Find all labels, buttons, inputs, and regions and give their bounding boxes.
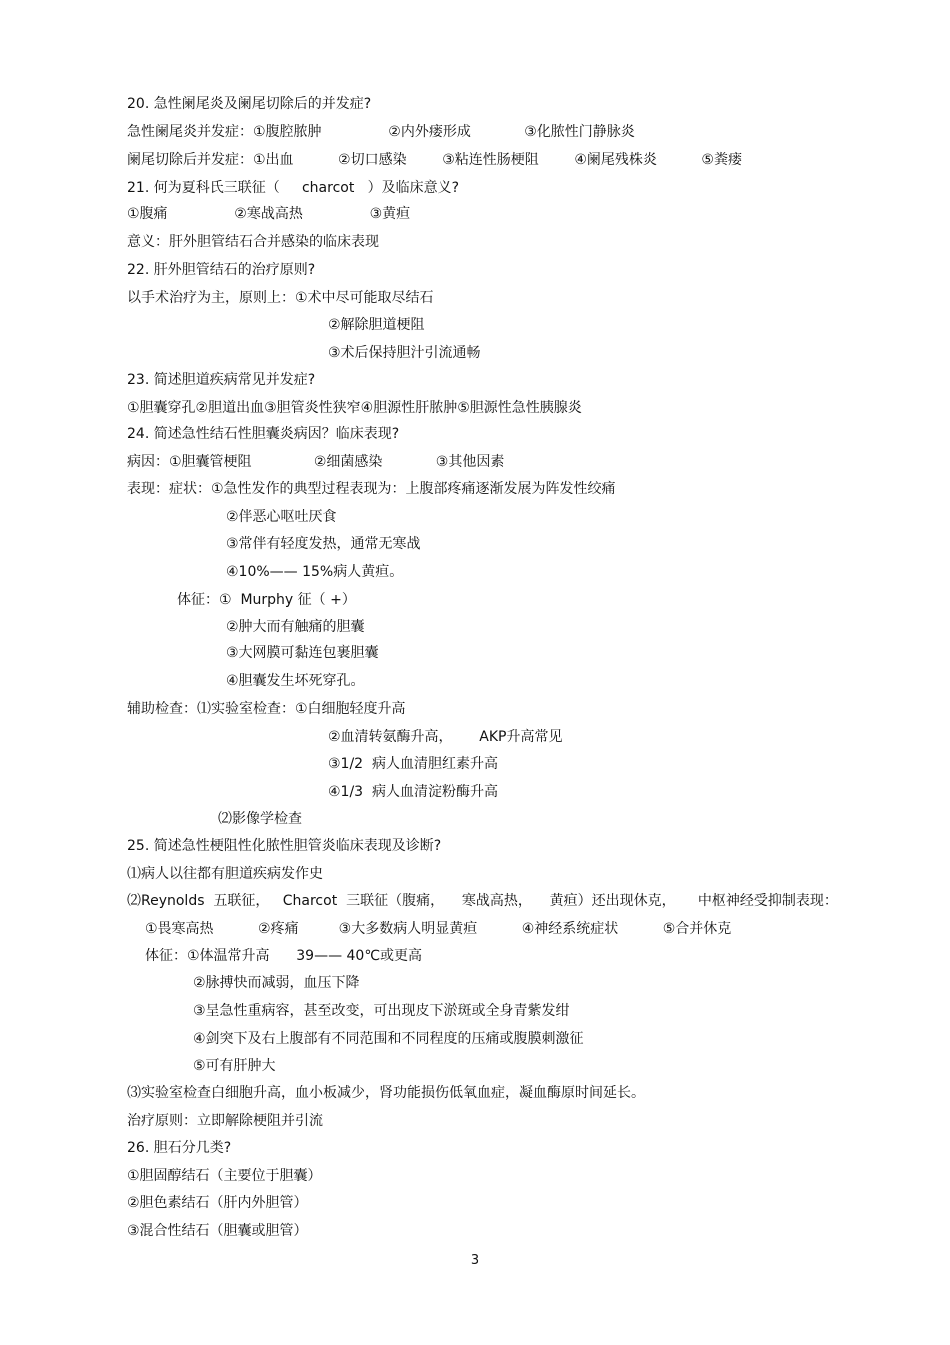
cholangitis-sign-5: ⑤可有肝肿大: [193, 1058, 276, 1074]
cholecystitis-sign-4: ④胆囊发生坏死穿孔。: [226, 673, 365, 689]
cholangitis-treatment: 治疗原则：立即解除梗阻并引流: [127, 1113, 323, 1129]
cholangitis-sign-1: 体征：①体温常升高 39—— 40℃或更高: [145, 948, 423, 964]
auxiliary-exam-4: ④1/3 病人血清淀粉酶升高: [328, 784, 498, 800]
cholangitis-sign-4: ④剑突下及右上腹部有不同范围和不同程度的压痛或腹膜刺激征: [193, 1031, 584, 1047]
question-24-heading: 24. 简述急性结石性胆囊炎病因？临床表现?: [127, 426, 400, 442]
question-22-heading: 22. 肝外胆管结石的治疗原则?: [127, 262, 316, 278]
cholecystitis-symptom-1: 表现：症状：①急性发作的典型过程表现为：上腹部疼痛逐渐发展为阵发性绞痛: [127, 481, 616, 497]
cholangitis-sign-2: ②脉搏快而减弱，血压下降: [193, 975, 360, 991]
gallstone-type-1: ①胆固醇结石（主要位于胆囊）: [127, 1168, 322, 1184]
cholecystitis-causes: 病因：①胆囊管梗阻 ②细菌感染 ③其他因素: [127, 454, 505, 470]
auxiliary-exam-1: 辅助检查：⑴实验室检查：①白细胞轻度升高: [127, 701, 406, 717]
question-23-heading: 23. 简述胆道疾病常见并发症?: [127, 372, 316, 388]
biliary-complications: ①胆囊穿孔②胆道出血③胆管炎性狭窄④胆源性肝脓肿⑤胆源性急性胰腺炎: [127, 400, 582, 416]
cholecystitis-sign-3: ③大网膜可黏连包裹胆囊: [226, 645, 379, 661]
question-25-heading: 25. 简述急性梗阻性化脓性胆管炎临床表现及诊断?: [127, 838, 442, 854]
page-number: 3: [470, 1253, 480, 1268]
gallstone-type-2: ②胆色素结石（肝内外胆管）: [127, 1195, 308, 1211]
charcot-significance: 意义：肝外胆管结石合并感染的临床表现: [127, 234, 379, 250]
pentad-items: ①畏寒高热 ②疼痛 ③大多数病人明显黄疸 ④神经系统症状 ⑤合并休克: [145, 921, 732, 937]
question-21-heading: 21. 何为夏科氏三联征（ charcot ）及临床意义?: [127, 180, 460, 196]
gallstone-type-3: ③混合性结石（胆囊或胆管）: [127, 1223, 308, 1239]
charcot-triad-items: ①腹痛 ②寒战高热 ③黄疸: [127, 206, 411, 222]
question-26-heading: 26. 胆石分几类?: [127, 1140, 232, 1156]
appendicitis-complications: 急性阑尾炎并发症：①腹腔脓肿 ②内外瘘形成 ③化脓性门静脉炎: [127, 124, 635, 140]
treatment-principle-3: ③术后保持胆汁引流通畅: [328, 345, 481, 361]
imaging-exam: ⑵影像学检查: [218, 811, 302, 827]
treatment-principle-2: ②解除胆道梗阻: [328, 317, 425, 333]
cholangitis-history: ⑴病人以往都有胆道疾病发作史: [127, 866, 323, 882]
question-20-heading: 20. 急性阑尾炎及阑尾切除后的并发症?: [127, 96, 372, 112]
cholecystitis-symptom-2: ②伴恶心呕吐厌食: [226, 509, 337, 525]
cholecystitis-sign-2: ②肿大而有触痛的胆囊: [226, 619, 365, 635]
cholangitis-sign-3: ③呈急性重病容，甚至改变，可出现皮下淤斑或全身青紫发绀: [193, 1003, 570, 1019]
cholecystitis-symptom-3: ③常伴有轻度发热，通常无寒战: [226, 536, 421, 552]
treatment-principle-1: 以手术治疗为主，原则上：①术中尽可能取尽结石: [127, 290, 434, 306]
auxiliary-exam-3: ③1/2 病人血清胆红素升高: [328, 756, 498, 772]
cholecystitis-sign-1: 体征：① Murphy 征（ +）: [177, 592, 356, 608]
cholecystitis-symptom-4: ④10%—— 15%病人黄疸。: [226, 564, 404, 580]
reynolds-pentad: ⑵Reynolds 五联征， Charcot 三联征（腹痛， 寒战高热， 黄疸）还出现休克， 中枢神经受抑制表现：: [127, 893, 838, 909]
auxiliary-exam-2: ②血清转氨酶升高， AKP升高常见: [328, 729, 563, 745]
appendectomy-complications: 阑尾切除后并发症：①出血 ②切口感染 ③粘连性肠梗阻 ④阑尾残株炎 ⑤粪瘘: [127, 152, 742, 168]
cholangitis-lab: ⑶实验室检查白细胞升高，血小板减少，肾功能损伤低氧血症，凝血酶原时间延长。: [127, 1085, 645, 1101]
